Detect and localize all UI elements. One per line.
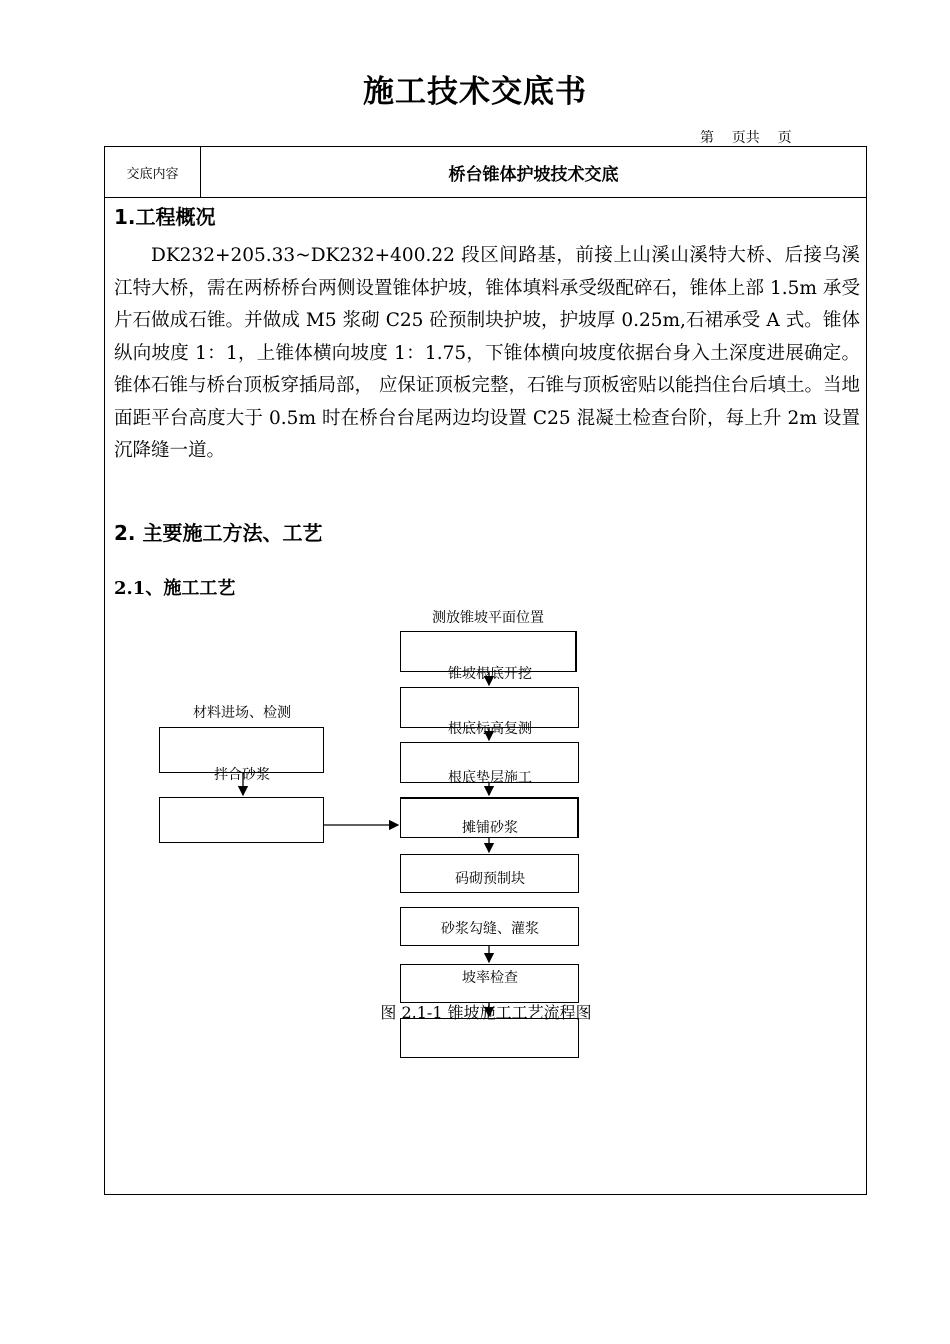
flow-label-5: 摊铺砂浆 [462,820,518,836]
section2-heading: 2. 主要施工方法、工艺 [114,521,323,545]
flow-label-3: 根底标高复测 [448,721,532,737]
section1-heading: 1.工程概况 [114,205,216,229]
header-subject: 桥台锥体护坡技术交底 [448,164,619,185]
flow-label-2: 锥坡根底开挖 [448,666,532,682]
flow-label-6: 码砌预制块 [455,871,525,887]
side-label-1: 材料进场、检测 [193,705,291,721]
section1-paragraph: DK232+205.33~DK232+400.22 段区间路基，前接上山溪山溪特大桥、后接乌溪江特大桥，需在两桥桥台两侧设置锥体护坡，锥体填料承受级配碎石，锥体上部 1.5m 承受片石做成石锥。并做成 M5 浆砌 C25 砼预制块护坡，护坡厚 0.25m,石裙承受 A 式。锥体纵向坡度 1：1，上锥体横向坡度 1：1.75，下锥体横向坡度依据台身入土深度进展确定。锥体石锥与桥台顶板穿插局部， 应保证顶板完整，石锥与顶板密贴以能挡住台后填土。当地面距平台高度大于 0.5m 时在桥台台尾两边均设置 C25 混凝土检查台阶，每上升 2m 设置沉降缝一道。 [114,245,860,461]
flowchart-caption: 图 2.1-1 锥坡施工工艺流程图 [380,1003,592,1022]
header-label: 交底内容 [105,147,201,197]
flow-label-1: 测放锥坡平面位置 [432,610,544,626]
side-label-2: 拌合砂浆 [214,767,270,783]
page-number: 第 页共 页 [700,130,792,146]
flow-label-4: 根底垫层施工 [448,770,532,786]
flow-label-8: 坡率检查 [462,970,518,986]
flow-label-7: 砂浆勾缝、灌浆 [441,921,539,937]
section2-subheading: 2.1、施工工艺 [114,578,236,599]
document-title: 施工技术交底书 [363,74,587,110]
